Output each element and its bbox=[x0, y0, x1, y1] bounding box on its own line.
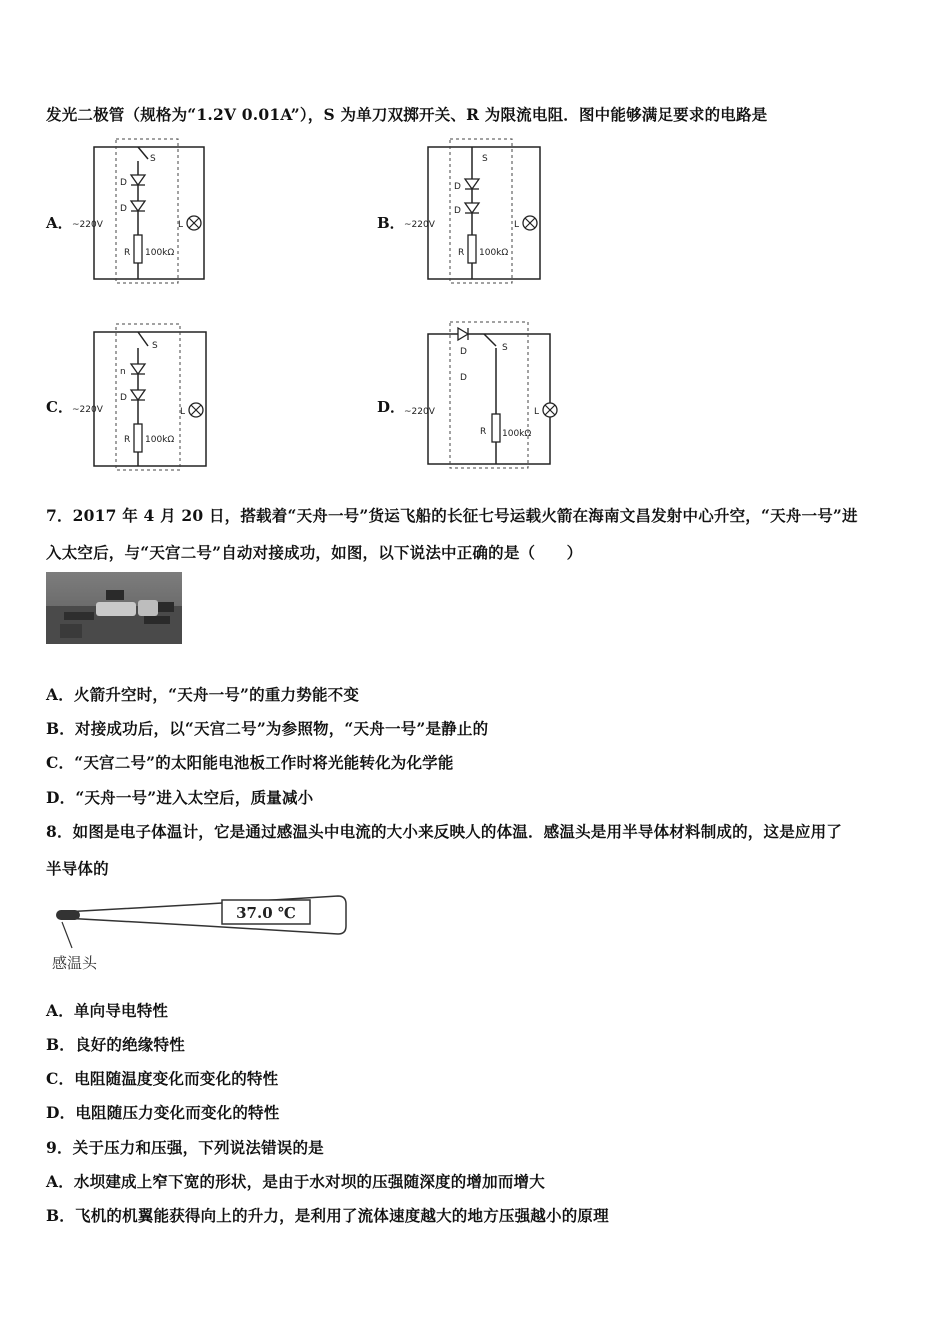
q6-option-d-label[interactable]: D． bbox=[377, 398, 406, 416]
diode-label: D bbox=[120, 178, 127, 188]
switch-label: S bbox=[152, 341, 158, 351]
resistor-label: R bbox=[124, 248, 131, 258]
q7-option-d[interactable]: D．“天舟一号”进入太空后，质量减小 bbox=[46, 788, 314, 807]
probe-label: 感温头 bbox=[52, 954, 98, 972]
q8-stem-line2: 半导体的 bbox=[46, 859, 109, 878]
resistance-value: 100kΩ bbox=[502, 429, 532, 439]
q6-option-b-label[interactable]: B． bbox=[377, 214, 405, 232]
resistor-label: R bbox=[458, 248, 465, 258]
voltage-label: ~220V bbox=[72, 405, 103, 415]
diode-label: D bbox=[454, 206, 461, 216]
switch-label: S bbox=[482, 154, 488, 164]
q6-circuit-b bbox=[404, 135, 549, 287]
resistance-value: 100kΩ bbox=[145, 435, 175, 445]
q7-stem-line2: 入太空后，与“天宫二号”自动对接成功，如图，以下说法中正确的是（ ） bbox=[46, 543, 583, 562]
q9-option-a[interactable]: A．水坝建成上窄下宽的形状，是由于水对坝的压强随深度的增加而增大 bbox=[46, 1172, 545, 1191]
lamp-label: L bbox=[178, 220, 184, 230]
voltage-label: ~220V bbox=[404, 220, 435, 230]
q7-option-a[interactable]: A．火箭升空时，“天舟一号”的重力势能不变 bbox=[46, 685, 360, 704]
q6-stem: 发光二极管（规格为“1.2V 0.01A”），S 为单刀双掷开关、R 为限流电阻．图中能够满足要求的电路是 bbox=[46, 105, 768, 124]
resistance-value: 100kΩ bbox=[479, 248, 509, 258]
resistor-label: R bbox=[124, 435, 131, 445]
resistor-label: R bbox=[480, 427, 487, 437]
q8-option-d[interactable]: D．电阻随压力变化而变化的特性 bbox=[46, 1103, 280, 1122]
voltage-label: ~220V bbox=[404, 407, 435, 417]
diode-label: D bbox=[454, 182, 461, 192]
lamp-label: L bbox=[180, 407, 186, 417]
diode-label: D bbox=[120, 393, 127, 403]
diode-label: D bbox=[460, 347, 467, 357]
q7-option-c[interactable]: C．“天宫二号”的太阳能电池板工作时将光能转化为化学能 bbox=[46, 753, 454, 772]
q6-option-a-label[interactable]: A． bbox=[46, 214, 73, 232]
q8-stem-line1: 8．如图是电子体温计，它是通过感温头中电流的大小来反映人的体温．感温头是用半导体材料制成的，这是应用了 bbox=[46, 822, 842, 841]
diode-label: D bbox=[460, 373, 467, 383]
voltage-label: ~220V bbox=[72, 220, 103, 230]
q6-circuit-d bbox=[404, 318, 564, 472]
q6-option-c-label[interactable]: C． bbox=[46, 398, 73, 416]
switch-label: S bbox=[502, 343, 508, 353]
q9-stem: 9．关于压力和压强，下列说法错误的是 bbox=[46, 1138, 324, 1157]
lamp-label: L bbox=[534, 407, 540, 417]
q8-option-b[interactable]: B．良好的绝缘特性 bbox=[46, 1035, 185, 1054]
space-docking-photo bbox=[46, 572, 182, 644]
thermometer-display: 37.0 ℃ bbox=[236, 904, 296, 922]
q6-circuit-a bbox=[72, 135, 212, 287]
q9-option-b[interactable]: B．飞机的机翼能获得向上的升力，是利用了流体速度越大的地方压强越小的原理 bbox=[46, 1206, 609, 1225]
q7-stem-line1: 7．2017 年 4 月 20 日，搭载着“天舟一号”货运飞船的长征七号运载火箭在海南文昌发射中心升空，“天舟一号”进 bbox=[46, 506, 858, 525]
switch-label: S bbox=[150, 154, 156, 164]
q7-option-b[interactable]: B．对接成功后，以“天宫二号”为参照物，“天舟一号”是静止的 bbox=[46, 719, 489, 738]
diode-label: D bbox=[120, 204, 127, 214]
q8-option-c[interactable]: C．电阻随温度变化而变化的特性 bbox=[46, 1069, 279, 1088]
q6-circuit-c bbox=[72, 320, 212, 472]
lamp-label: L bbox=[514, 220, 520, 230]
resistance-value: 100kΩ bbox=[145, 248, 175, 258]
diode-label: n bbox=[120, 367, 126, 377]
digital-thermometer-figure bbox=[46, 890, 356, 980]
q8-option-a[interactable]: A．单向导电特性 bbox=[46, 1001, 169, 1020]
